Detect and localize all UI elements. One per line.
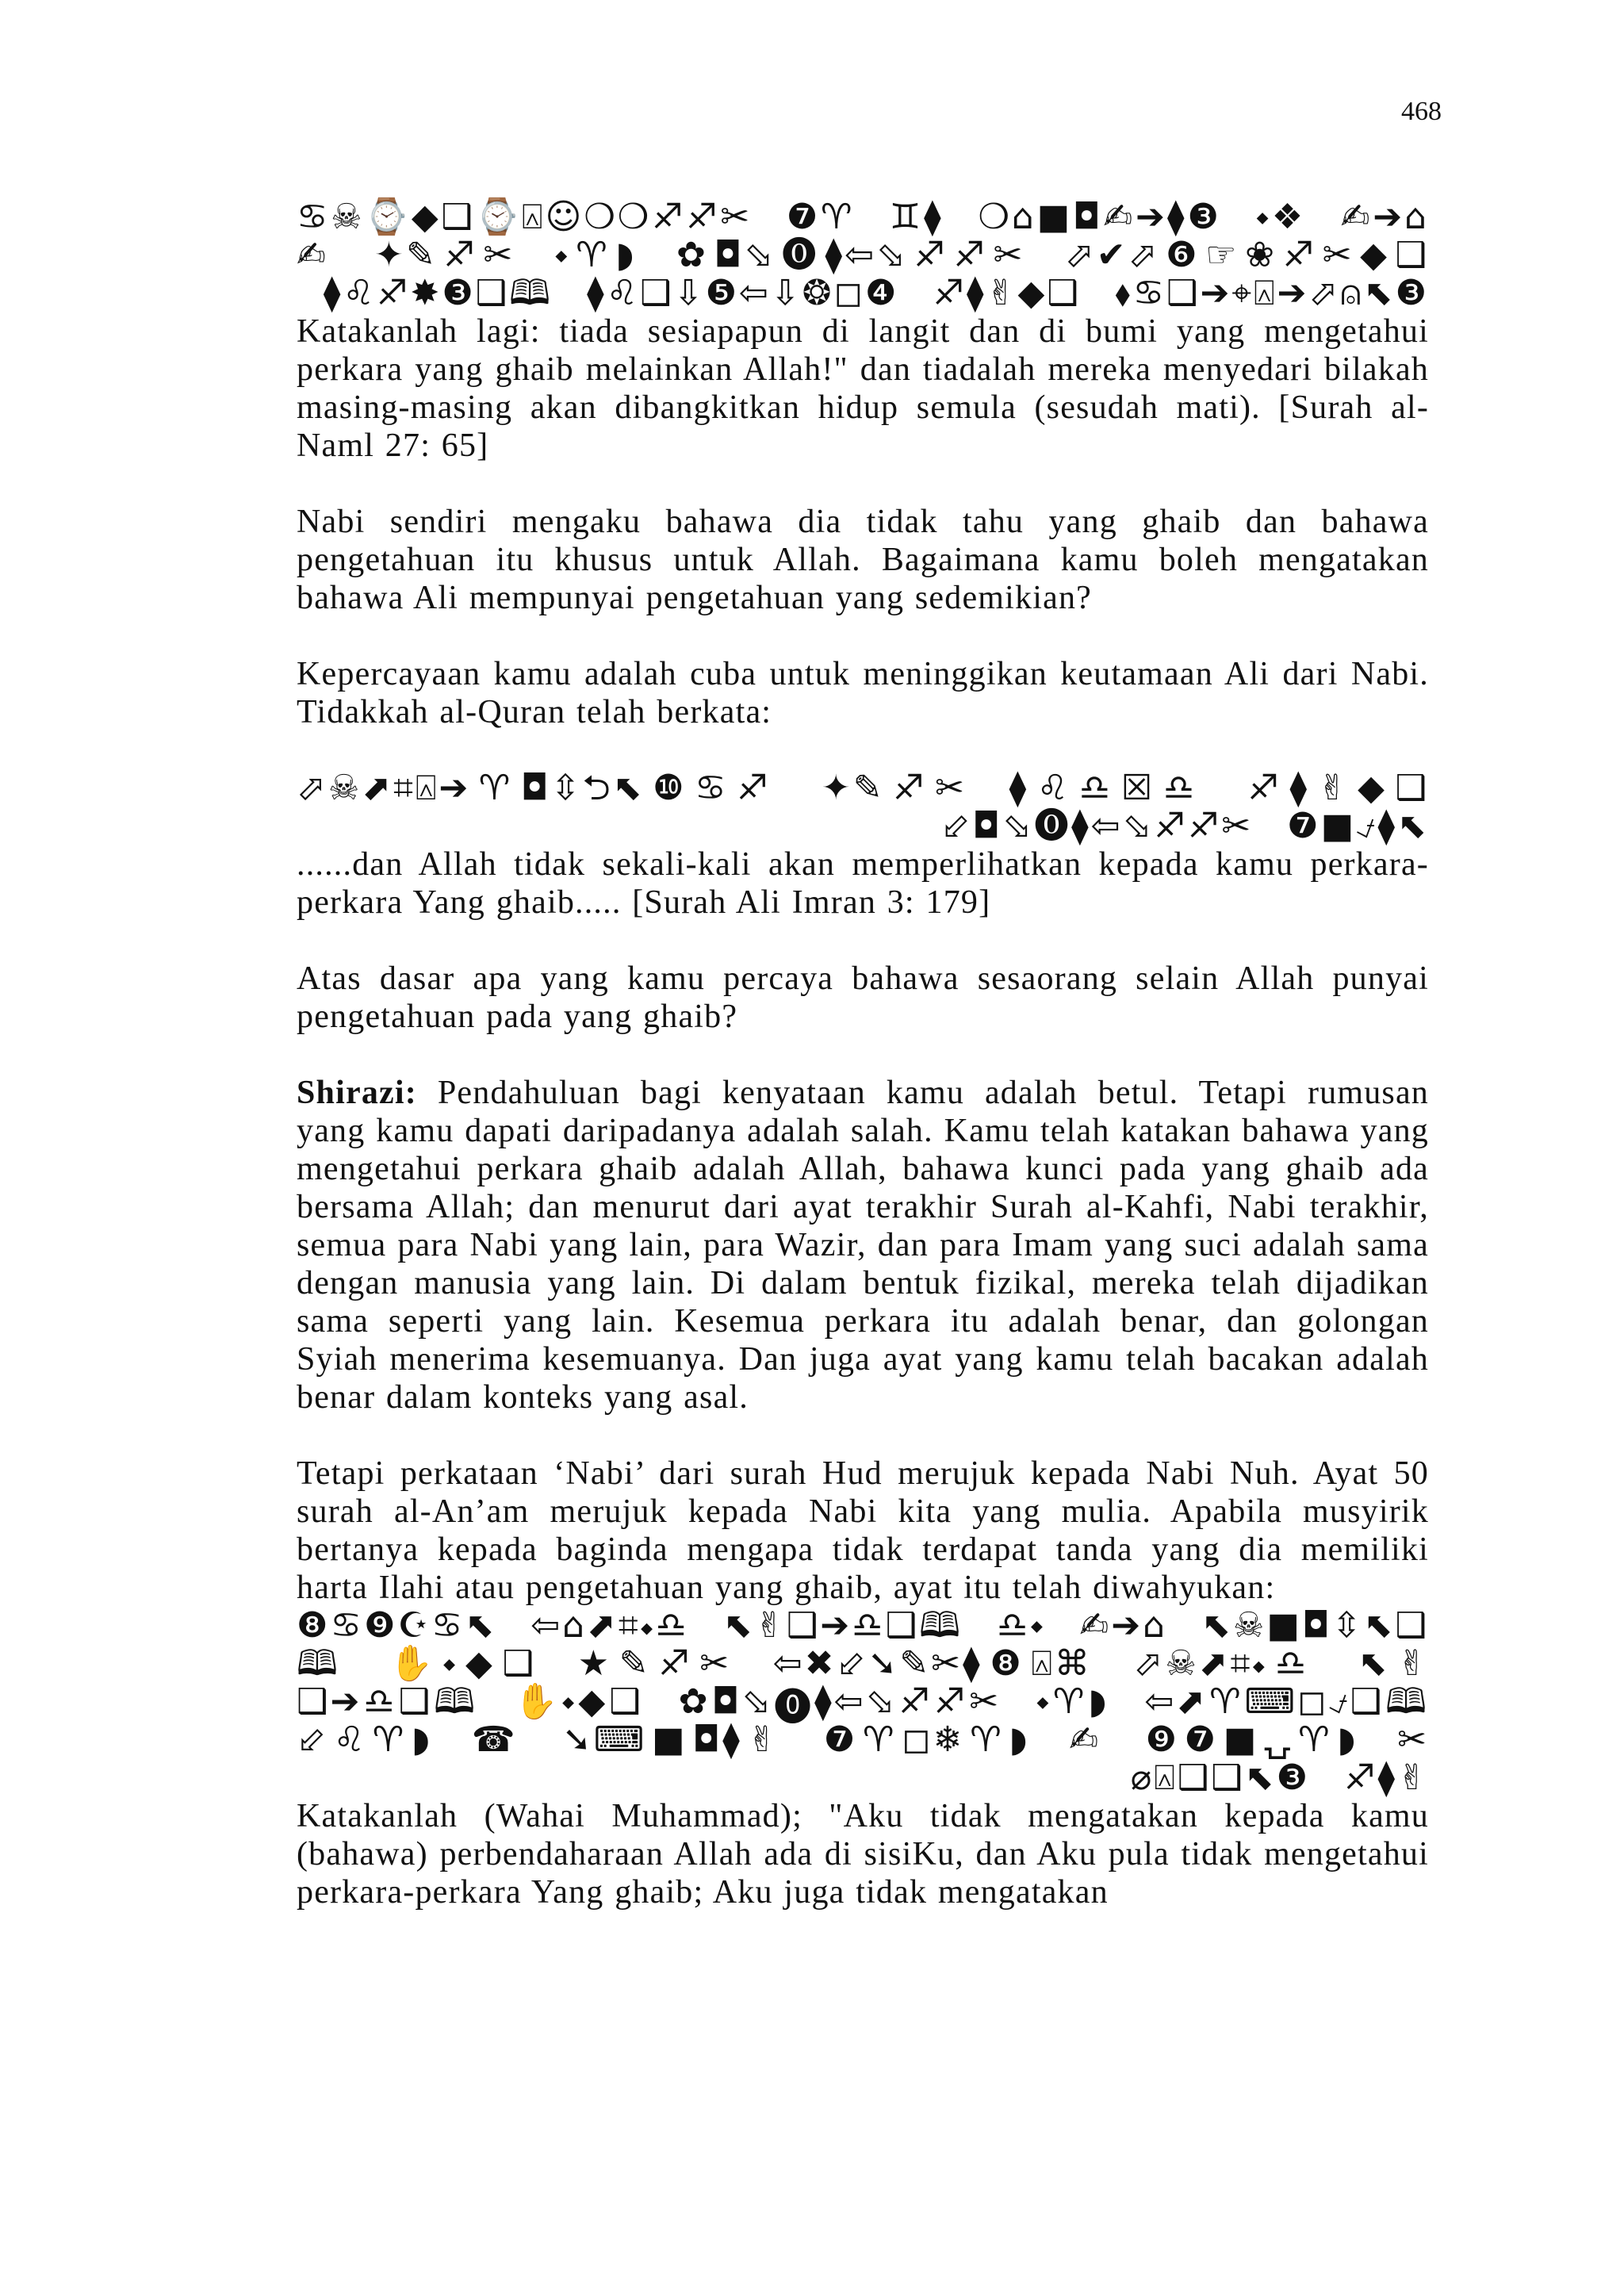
paragraph-2: Kepercayaan kamu adalah cuba untuk meninggikan keutamaan Ali dari Nabi. Tidakkah al-Quran telah berkata: xyxy=(297,656,1429,730)
paragraph-3: Atas dasar apa yang kamu percaya bahawa sesaorang selain Allah punyai pengetahuan pada yang ghaib? xyxy=(297,960,1429,1035)
paragraph-gap xyxy=(297,922,1429,960)
paragraph-4: Tetapi perkataan ‘Nabi’ dari surah Hud merujuk kepada Nabi Nuh. Ayat 50 surah al-An’am merujuk kepada Nabi kita yang mulia. Apabila musyirik bertanya kepada baginda mengapa tidak terdapat tanda yang dia memiliki harta Ilahi atau pengetahuan yang ghaib, ayat itu telah diwahyukan: xyxy=(297,1455,1429,1606)
paragraph-gap xyxy=(297,1416,1429,1455)
paragraph-gap xyxy=(297,465,1429,503)
shirazi-paragraph xyxy=(297,1074,1429,1416)
paragraph-gap xyxy=(297,1036,1429,1074)
quran-verse-arabic-3: ❽♋❾☪♋⬉ ⇦⌂⬈⌗⬩♎ ⬉✌❑➔♎❑🕮 ♎⬩ ✍➔⌂ ⬉☠■◘⇳⬉❑🕮 ✋⬩◆❑ ★✎♐✂ ⇦✖⬃➘✎✂⧫❽⍓⌘ ⬀☠⬈⌗⬩♎ ⬉✌❑➔♎❑🕮 ✋⬩◆❑ ✿◘⬂⓿⧫⇦⬂♐♐✂ ⬩♈◗ ⇦⬈♈⌨◻⍻❑🕮 ⬃♌♈◗ ☎ ➘⌨■◘⧫✌ ❼♈◻❄♈◗ ✍ ❾❼■⍽♈◗ ✂⌀⍓❑❑⬉❸ ♐⧫✌ xyxy=(297,1605,1429,1798)
paragraph-1: Nabi sendiri mengaku bahawa dia tidak tahu yang ghaib dan bahawa pengetahuan itu khusus untuk Allah. Bagaimana kamu boleh mengatakan bahawa Ali mempunyai pengetahuan yang sedemikian? xyxy=(297,504,1429,616)
speaker-label: Shirazi: xyxy=(297,1075,417,1111)
verse-translation-2: ......dan Allah tidak sekali-kali akan memperlihatkan kepada kamu perkara-perkara Yang ghaib..... [Surah Ali Imran 3: 179] xyxy=(297,846,1429,921)
paragraph-gap xyxy=(297,617,1429,655)
page-content xyxy=(297,198,1429,1911)
verse-translation-3: Katakanlah (Wahai Muhammad); "Aku tidak mengatakan kepada kamu (bahawa) perbendaharaan Allah ada di sisiKu, dan Aku pula tidak mengetahui perkara-perkara Yang ghaib; Aku juga tidak mengatakan xyxy=(297,1798,1429,1911)
paragraph-gap xyxy=(297,731,1429,769)
shirazi-text: Pendahuluan bagi kenyataan kamu adalah betul. Tetapi rumusan yang kamu dapati daripadanya adalah salah. Kamu telah katakan bahawa yang mengetahui perkara ghaib adalah Allah, bahawa kunci pada yang ghaib ada bersama Allah; dan menurut dari ayat terakhir Surah al-Kahfi, Nabi terakhir, semua para Nabi yang lain, para Wazir, dan para Imam yang suci adalah sama dengan manusia yang lain. Di dalam bentuk fizikal, mereka telah dijadikan sama seperti yang lain. Kesemua perkara itu adalah benar, dan golongan Syiah menerima kesemuanya. Dan juga ayat yang kamu telah bacakan adalah benar dalam konteks yang asal. xyxy=(297,1075,1429,1416)
quran-verse-arabic-1: ♋☠⌚◆❑⌚⍓☺❍❍♐♐✂ ❼♈ ♊⧫ ❍⌂■◘✍➔⧫❸ ⬩❖ ✍➔⌂ ✍ ✦✎♐✂ ⬩♈◗ ✿◘⬂⓿⧫⇦⬂♐♐✂ ⬀✔⬀❻☞❀♐✂◆❑ ⧫♌♐✸❸❑🕮 ⧫♌❑⇩❺⇦⇩❂◻❹ ♐⧫✌◆❑ ⬧♋❑➔⌖⍓➔⬀⍝⬉❸ xyxy=(297,197,1429,313)
quran-verse-arabic-2: ⬀☠⬈⌗⍓➔♈◘⇳⮌⬉❿♋♐ ✦✎♐✂ ⧫♌♎☒♎ ♐⧫✌◆❑ ⬃◘⬂⓿⧫⇦⬂♐♐✂ ❼■⍻⧫⬉ xyxy=(297,768,1429,846)
verse-translation-1: Katakanlah lagi: tiada sesiapapun di langit dan di bumi yang mengetahui perkara yang ghaib melainkan Allah!" dan tiadalah mereka menyedari bilakah masing-masing akan dibangkitkan hidup semula (sesudah mati). [Surah al-Naml 27: 65] xyxy=(297,313,1429,464)
page-number: 468 xyxy=(1401,97,1442,126)
